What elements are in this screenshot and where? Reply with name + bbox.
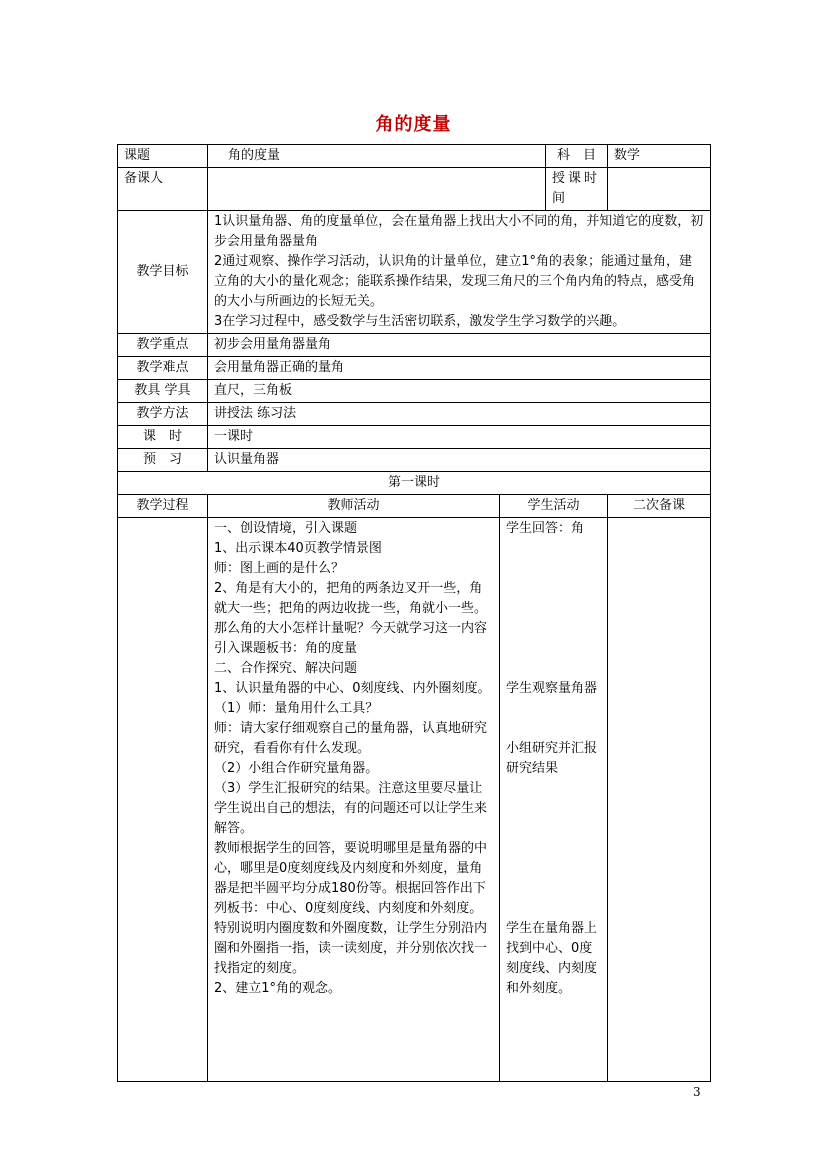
preparer-label: 备课人 bbox=[118, 168, 208, 211]
table-row bbox=[118, 426, 711, 449]
method-label: 教学方法 bbox=[118, 403, 208, 426]
goal-item: 1认识量角器、角的度量单位，会在量角器上找出大小不同的角，并知道它的度数，初步会用量角器量角 bbox=[214, 214, 704, 249]
teacher-line: 1、认识量角器的中心、0刻度线、内外圈刻度。 bbox=[214, 681, 491, 696]
process-label: 教学过程 bbox=[118, 495, 208, 518]
table-row bbox=[118, 518, 711, 1082]
teacher-line: （3）学生汇报研究的结果。注意这里要尽量让学生说出自己的想法，有的问题还可以让学生来解答。 bbox=[214, 781, 488, 836]
teacher-line: 一、创设情境，引入课题 bbox=[214, 521, 358, 536]
tools-label: 教具 学具 bbox=[118, 380, 208, 403]
topic-value: 角的度量 bbox=[208, 145, 546, 168]
goal-item: 2通过观察、操作学习活动，认识角的计量单位，建立1°角的表象；能通过量角，建立角的大小的量化观念；能联系操作结果，发现三角尺的三个角内角的特点，感受角的大小与所画边的长短无关。 bbox=[214, 254, 696, 309]
goal-item: 3在学习过程中，感受数学与生活密切联系，激发学生学习数学的兴趣。 bbox=[214, 314, 626, 329]
table-row bbox=[118, 334, 711, 357]
teacher-line: （1）师：量角用什么工具？ bbox=[214, 701, 379, 716]
method-value: 讲授法 练习法 bbox=[208, 403, 711, 426]
preparer-value bbox=[208, 168, 546, 211]
student-line: 学生观察量角器 bbox=[506, 681, 598, 696]
subject-label: 科 目 bbox=[546, 145, 608, 168]
key-value: 初步会用量角器量角 bbox=[208, 334, 711, 357]
difficulty-label: 教学难点 bbox=[118, 357, 208, 380]
table-row bbox=[118, 403, 711, 426]
hours-label: 课 时 bbox=[118, 426, 208, 449]
teacher-line: 教师根据学生的回答，要说明哪里是量角器的中心，哪里是0度刻度线及内刻度和外刻度，量角器是把半圆平均分成180份等。根据回答作出下列板书：中心、0度刻度线、内刻度和外刻度。 bbox=[214, 841, 488, 916]
tools-value: 直尺，三角板 bbox=[208, 380, 711, 403]
preview-value: 认识量角器 bbox=[208, 449, 711, 472]
second-header: 二次备课 bbox=[608, 495, 711, 518]
second-prep-cell bbox=[608, 518, 711, 1082]
teacher-line: 师：图上画的是什么？ bbox=[214, 561, 345, 576]
time-value bbox=[608, 168, 711, 211]
teacher-line: 2、建立1°角的观念。 bbox=[214, 981, 342, 996]
difficulty-value: 会用量角器正确的量角 bbox=[208, 357, 711, 380]
teacher-line: 引入课题板书：角的度量 bbox=[214, 641, 358, 656]
teacher-header: 教师活动 bbox=[208, 495, 500, 518]
teacher-line: 二、合作探究、解决问题 bbox=[214, 661, 358, 676]
table-row bbox=[118, 145, 711, 168]
teacher-line: 师：请大家仔细观察自己的量角器，认真地研究研究，看看你有什么发现。 bbox=[214, 721, 488, 756]
table-row bbox=[118, 472, 711, 495]
goals-label: 教学目标 bbox=[118, 211, 208, 334]
page-title: 角的度量 bbox=[375, 114, 452, 135]
teacher-line: 特别说明内圈度数和外圈度数，让学生分别沿内圈和外圈指一指，读一读刻度，并分别依次找一找指定的刻度。 bbox=[214, 921, 488, 976]
goals-cell bbox=[208, 211, 711, 334]
hours-value: 一课时 bbox=[208, 426, 711, 449]
table-row bbox=[118, 211, 711, 334]
student-header: 学生活动 bbox=[500, 495, 608, 518]
teacher-activity-cell bbox=[208, 518, 500, 1082]
subject-value: 数学 bbox=[608, 145, 711, 168]
lesson-plan-table bbox=[117, 144, 711, 1082]
lesson-header: 第一课时 bbox=[118, 472, 711, 495]
time-label: 授课时间 bbox=[546, 168, 608, 211]
table-row bbox=[118, 495, 711, 518]
student-activity-cell bbox=[500, 518, 608, 1082]
table-row bbox=[118, 168, 711, 211]
teacher-line: 2、角是有大小的，把角的两条边叉开一些，角就大一些；把角的两边收拢一些，角就小一些。那么角的大小怎样计量呢？今天就学习这一内容 bbox=[214, 581, 488, 636]
student-line: 学生在量角器上找到中心、0度刻度线、内刻度和外刻度。 bbox=[506, 921, 598, 996]
page-number: 3 bbox=[693, 1085, 701, 1099]
teacher-line: 1、出示课本40页教学情景图 bbox=[214, 541, 382, 556]
table-row bbox=[118, 449, 711, 472]
process-empty-cell bbox=[118, 518, 208, 1082]
preview-label: 预 习 bbox=[118, 449, 208, 472]
key-label: 教学重点 bbox=[118, 334, 208, 357]
teacher-line: （2）小组合作研究量角器。 bbox=[214, 761, 379, 776]
student-line: 小组研究并汇报研究结果 bbox=[506, 741, 598, 776]
topic-label: 课题 bbox=[118, 145, 208, 168]
table-row bbox=[118, 357, 711, 380]
table-row bbox=[118, 380, 711, 403]
student-line: 学生回答：角 bbox=[506, 521, 585, 536]
